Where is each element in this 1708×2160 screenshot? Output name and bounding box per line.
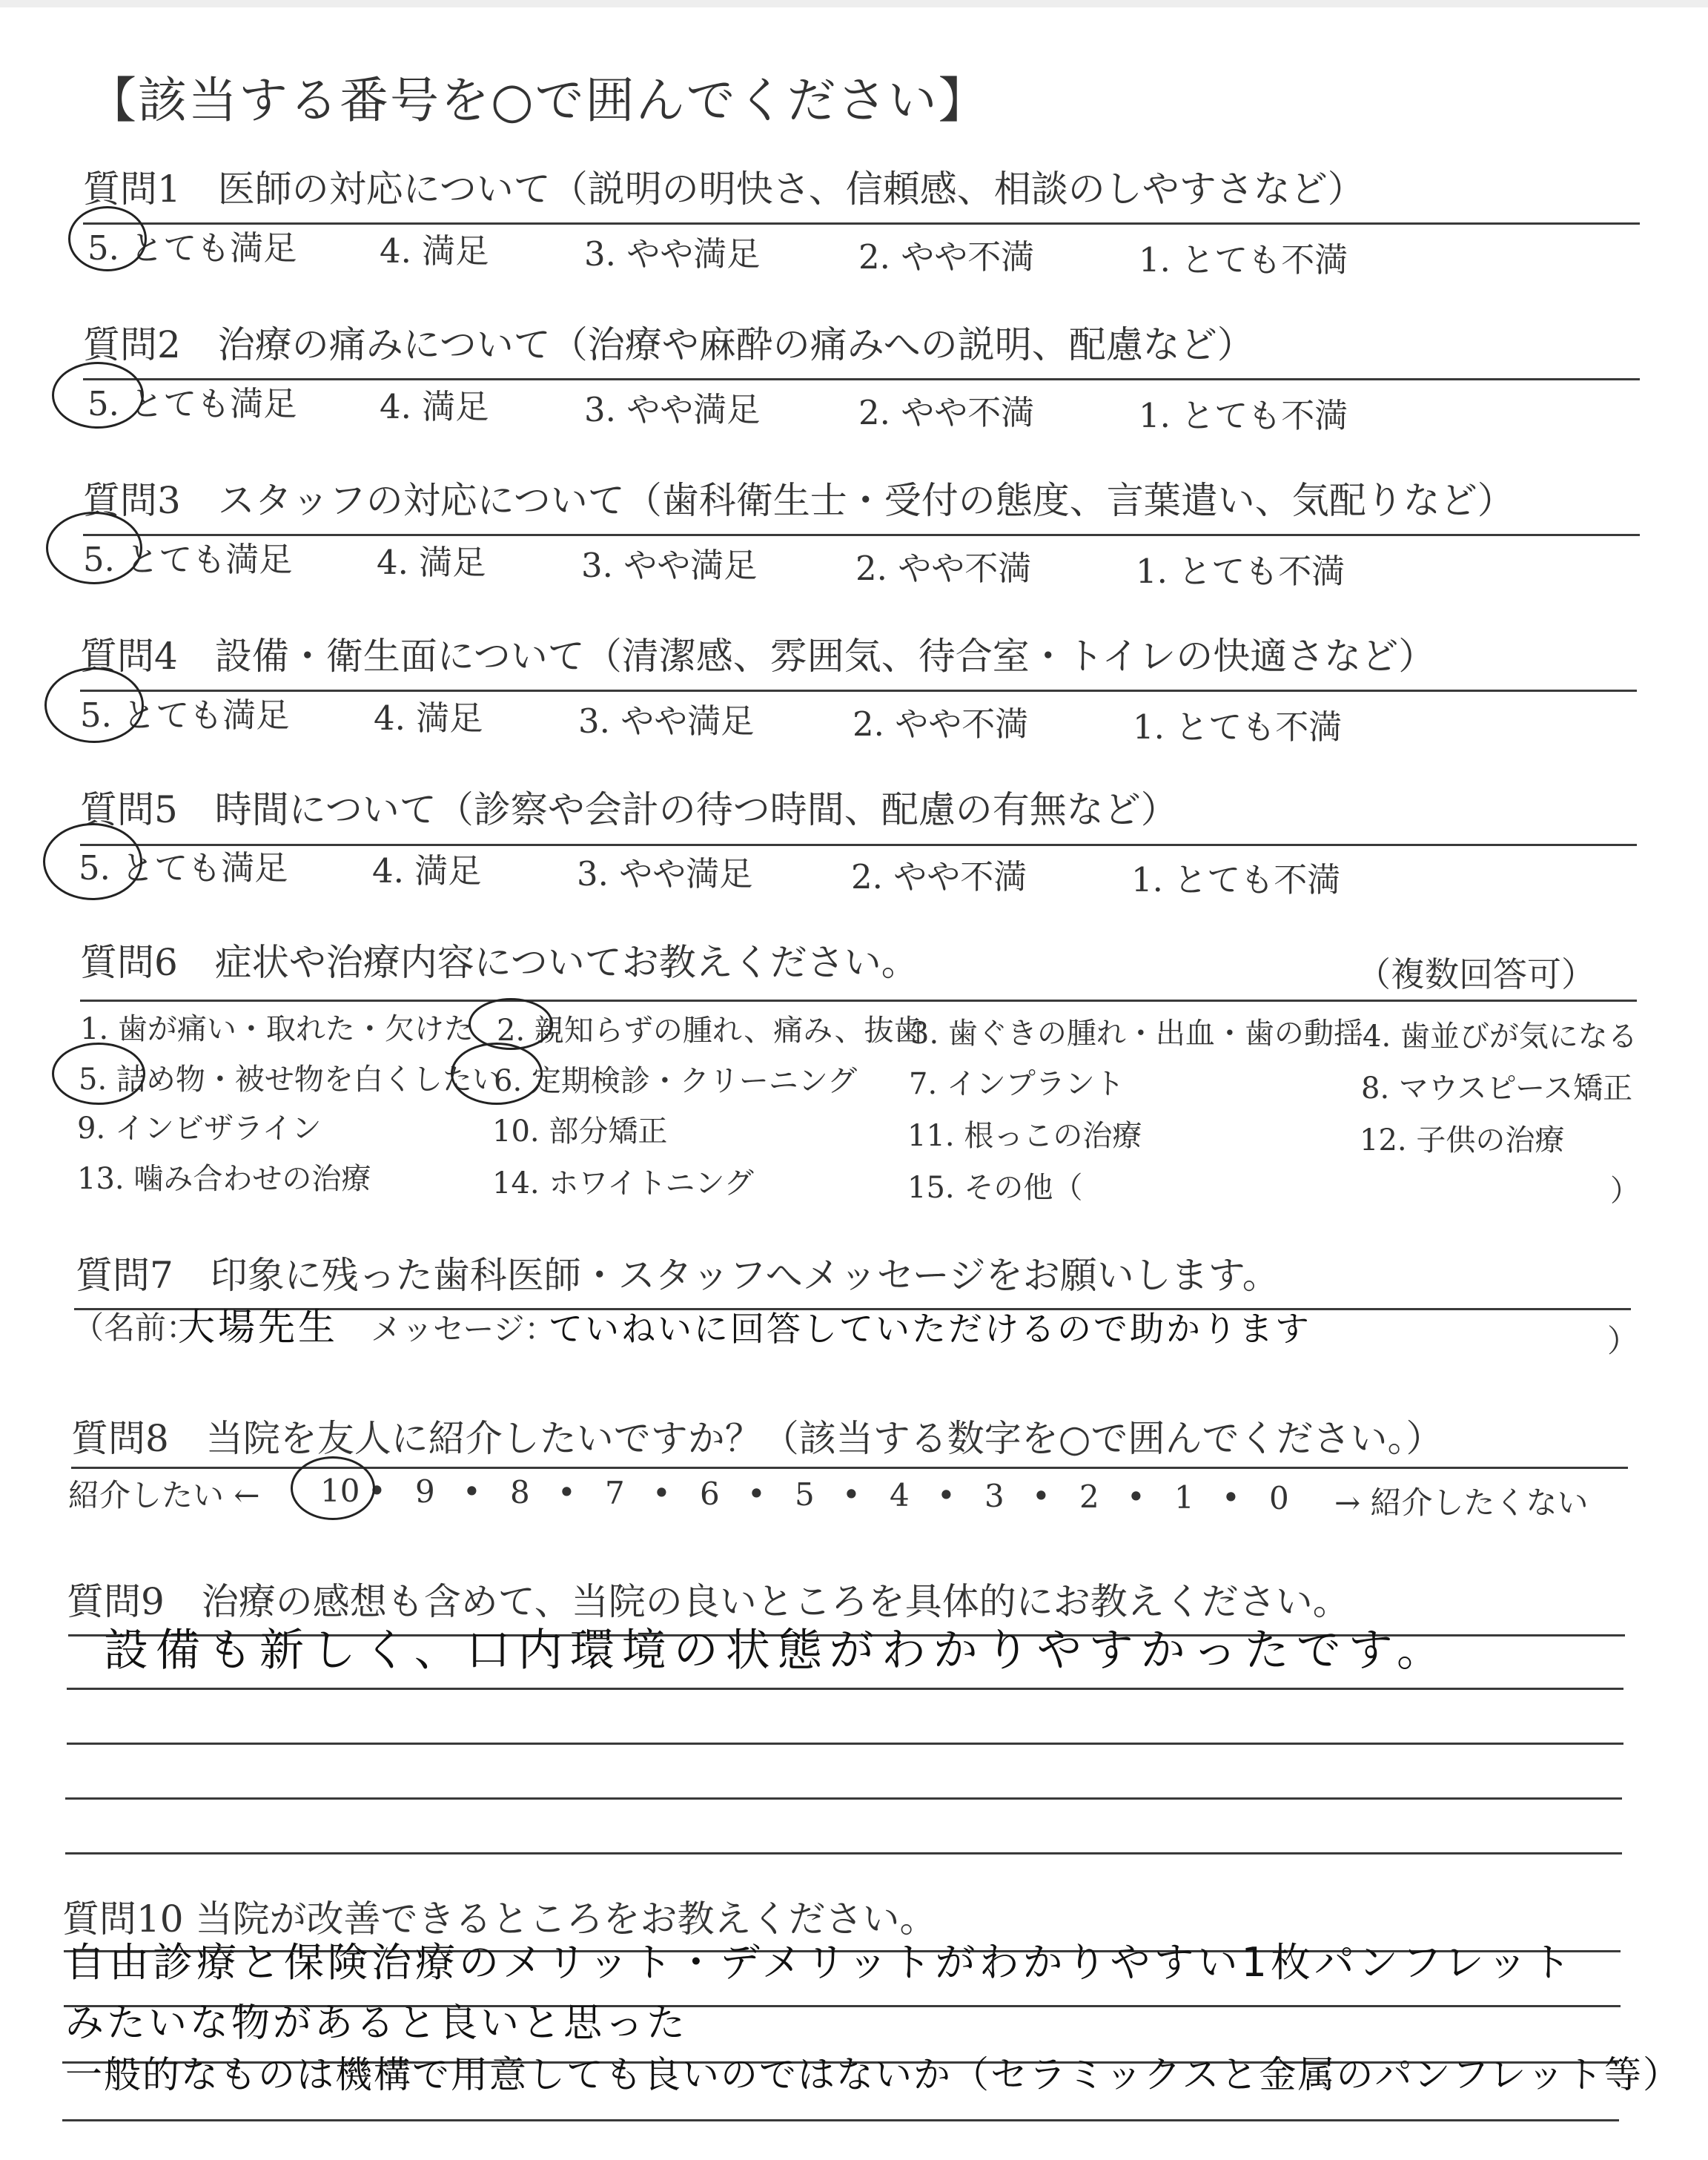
q7-message-label: メッセージ： [371, 1311, 556, 1347]
q8-rule [71, 1467, 1628, 1469]
q8-scale-separator: • [368, 1473, 386, 1509]
q6-opt-13[interactable]: 13. 噛み合わせの治療 [77, 1162, 371, 1196]
q8-scale-separator: • [652, 1475, 671, 1511]
q6-label: 質問6 症状や治療内容についてお教えください。 [80, 941, 918, 984]
q8-scale-6[interactable]: 6 [700, 1476, 720, 1512]
q7-name-label: （名前： [73, 1309, 198, 1346]
q8-scale-1[interactable]: 1 [1174, 1479, 1194, 1516]
q8-scale-5[interactable]: 5 [795, 1476, 815, 1513]
q2-opt-2[interactable]: 2. やや不満 [858, 393, 1035, 432]
q6-opt-14[interactable]: 14. ホワイトニング [492, 1166, 754, 1200]
q3-rule [83, 534, 1640, 536]
q8-scale-separator: • [842, 1476, 861, 1513]
q9-answer[interactable]: 設備も新しく、口内環境の状態がわかりやすかったです。 [104, 1625, 1449, 1677]
q5-label: 質問5 時間について（診察や会計の待つ時間、配慮の有無など） [80, 788, 1178, 831]
q1-opt-1[interactable]: 1. とても不満 [1139, 240, 1348, 280]
q5-opt-2[interactable]: 2. やや不満 [851, 857, 1027, 896]
q6-opt-10[interactable]: 10. 部分矯正 [492, 1114, 668, 1149]
q2-rule [83, 378, 1640, 380]
q6-opt-1[interactable]: 1. 歯が痛い・取れた・欠けた [80, 1012, 474, 1046]
q5-opt-4[interactable]: 4. 満足 [372, 851, 482, 891]
q1-rule [83, 222, 1640, 225]
q6-opt-2[interactable]: 2. 親知らずの腫れ、痛み、抜歯 [497, 1014, 924, 1048]
q8-scale-3[interactable]: 3 [984, 1478, 1004, 1514]
q6-rule [80, 1000, 1637, 1002]
q8-scale-separator: • [747, 1476, 766, 1512]
q2-label: 質問2 治療の痛みについて（治療や麻酔の痛みへの説明、配慮など） [83, 323, 1254, 366]
q4-label: 質問4 設備・衛生面について（清潔感、雰囲気、待合室・トイレの快適さなど） [80, 635, 1436, 678]
q6-opt-5[interactable]: 5. 詰め物・被せ物を白くしたい [79, 1063, 502, 1097]
q7-label: 質問7 印象に残った歯科医師・スタッフへメッセージをお願いします。 [76, 1254, 1280, 1297]
page-title: 【該当する番号を○で囲んでください】 [87, 72, 989, 129]
q8-left-label: 紹介したい ← [68, 1477, 260, 1513]
q6-opt-8[interactable]: 8. マウスピース矯正 [1361, 1071, 1633, 1106]
q4-opt-5[interactable]: 5. とても満足 [80, 696, 290, 735]
q9-rule-2 [67, 1688, 1623, 1690]
scan-top-edge [0, 0, 1708, 7]
q2-opt-5[interactable]: 5. とても満足 [87, 384, 297, 423]
q9-label: 質問9 治療の感想も含めて、当院の良いところを具体的にお教えください。 [67, 1580, 1350, 1623]
q8-scale-separator: • [1222, 1479, 1240, 1516]
q3-opt-4[interactable]: 4. 満足 [377, 543, 486, 582]
q8-scale-10[interactable]: 10 [320, 1473, 360, 1509]
q7-close: ） [1607, 1323, 1639, 1359]
q9-rule-4 [65, 1797, 1622, 1800]
q10-label: 質問10 当院が改善できるところをお教えください。 [62, 1898, 937, 1941]
q1-opt-3[interactable]: 3. やや満足 [584, 234, 761, 274]
q9-rule-3 [67, 1743, 1623, 1745]
q1-label: 質問1 医師の対応について（説明の明快さ、信頼感、相談のしやすさなど） [83, 168, 1365, 211]
q10-rule-4 [62, 2119, 1619, 2121]
q5-opt-1[interactable]: 1. とても不満 [1131, 860, 1341, 899]
q5-opt-3[interactable]: 3. やや満足 [577, 854, 753, 894]
q4-opt-2[interactable]: 2. やや不満 [853, 704, 1029, 744]
q10-answer-line-3[interactable]: 一般的なものは機構で用意しても良いのではないか（セラミックスと金属のパンフレット等） [65, 2053, 1681, 2096]
q6-opt-6[interactable]: 6. 定期検診・クリーニング [494, 1064, 858, 1098]
q2-opt-3[interactable]: 3. やや満足 [584, 390, 761, 429]
q8-scale-separator: • [463, 1473, 481, 1510]
q6-opt-4[interactable]: 4. 歯並びが気になる [1363, 1020, 1638, 1054]
q8-scale-separator: • [1032, 1478, 1050, 1514]
q6-note: （複数回答可） [1357, 954, 1595, 994]
q8-scale-2[interactable]: 2 [1079, 1479, 1099, 1515]
q8-right-label: → 紹介したくない [1334, 1484, 1589, 1521]
q3-opt-3[interactable]: 3. やや満足 [581, 546, 758, 585]
q8-label: 質問8 当院を友人に紹介したいですか？（該当する数字を○で囲んでください。） [71, 1417, 1443, 1460]
q8-scale-8[interactable]: 8 [510, 1474, 530, 1510]
q8-scale-separator: • [937, 1477, 956, 1513]
q6-opt-7[interactable]: 7. インプラント [909, 1067, 1125, 1101]
q4-opt-1[interactable]: 1. とても不満 [1133, 707, 1343, 747]
q6-opt-12[interactable]: 12. 子供の治療 [1360, 1123, 1565, 1157]
q6-opt-15-close: ） [1610, 1174, 1640, 1208]
q8-scale-4[interactable]: 4 [890, 1477, 910, 1513]
q2-opt-4[interactable]: 4. 満足 [380, 387, 489, 426]
q6-opt-11[interactable]: 11. 根っこの治療 [907, 1119, 1142, 1153]
q6-opt-15[interactable]: 15. その他（ [907, 1171, 1083, 1205]
q5-opt-5[interactable]: 5. とても満足 [79, 848, 288, 888]
q1-opt-2[interactable]: 2. やや不満 [858, 237, 1035, 277]
q10-answer-line-1[interactable]: 自由診療と保険治療のメリット・デメリットがわかりやすい1枚パンフレット [65, 1939, 1575, 1986]
q1-opt-5[interactable]: 5. とても満足 [87, 228, 297, 268]
q4-opt-4[interactable]: 4. 満足 [374, 698, 483, 738]
q7-message-value[interactable]: ていねいに回答していただけるので助かります [549, 1309, 1311, 1349]
q3-opt-5[interactable]: 5. とても満足 [83, 540, 293, 579]
q6-opt-9[interactable]: 9. インビザライン [77, 1112, 322, 1146]
q2-opt-1[interactable]: 1. とても不満 [1139, 396, 1348, 435]
q8-scale-0[interactable]: 0 [1269, 1480, 1289, 1516]
q7-name-value[interactable]: 大場先生 [178, 1306, 338, 1349]
q8-scale-9[interactable]: 9 [415, 1473, 435, 1510]
q8-scale-7[interactable]: 7 [605, 1475, 625, 1511]
q3-label: 質問3 スタッフの対応について（歯科衛生士・受付の態度、言葉遣い、気配りなど） [83, 479, 1515, 522]
q4-rule [80, 690, 1637, 692]
q4-opt-3[interactable]: 3. やや満足 [578, 701, 755, 741]
q3-opt-1[interactable]: 1. とても不満 [1136, 552, 1345, 591]
q8-scale-separator: • [557, 1474, 576, 1510]
q9-rule-5 [65, 1852, 1622, 1855]
q6-opt-3[interactable]: 3. 歯ぐきの腫れ・出血・歯の動揺 [910, 1017, 1363, 1051]
q5-rule [80, 844, 1637, 846]
q1-opt-4[interactable]: 4. 満足 [380, 231, 489, 271]
q3-opt-2[interactable]: 2. やや不満 [855, 549, 1032, 588]
q8-scale-separator: • [1127, 1479, 1145, 1515]
q10-answer-line-2[interactable]: みたいな物があると良いと思った [65, 2001, 689, 2046]
